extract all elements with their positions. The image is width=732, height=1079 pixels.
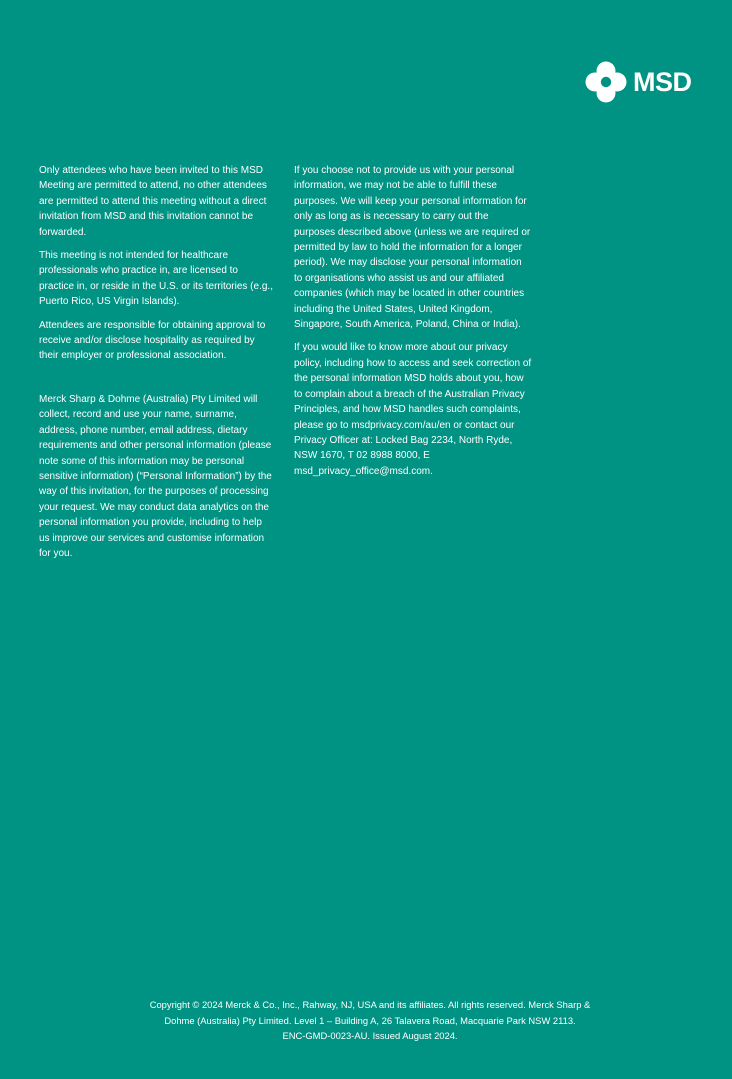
invitation-notice: Only attendees who have been invited to this MSD Meeting are permitted to attend, no other attendees are permitted to attend this meeting without a direct invitation from MSD and this invitation cannot be forwarded. (39, 165, 267, 238)
data-retention-notice: If you choose not to provide us with your personal information, we may not be able to fulfill these purposes. We will keep your personal information for only as long as is necessary to carry out the purposes described above (unless we are required or permitted by law to hold the information for a longer period). We may disclose your personal information to organisations who assist us and our affiliated companies (which may be located in other countries including the United States, United Kingdom, Singapore, South America, Poland, China or India). (294, 165, 531, 331)
footer-copyright: Copyright © 2024 Merck & Co., Inc., Rahway, NJ, USA and its affiliates. All rights reserved. Merck Sharp & (149, 999, 591, 1010)
personal-information-notice: Merck Sharp & Dohme (Australia) Pty Limited will collect, record and use your name, surname, address, phone number, email address, dietary requirements and other personal information (please note some of this information may be personal sensitive information) (“Personal Information”) by the way of this invitation, for the purposes of processing your request. We may conduct data analytics on the personal information you provide, including to help us improve our services and customise information for you. (39, 393, 272, 559)
footer (100, 997, 640, 1044)
msd-logo-icon (585, 61, 627, 103)
msd-logo (585, 61, 692, 103)
right-column (294, 163, 532, 487)
msd-logo-text: MSD (633, 67, 692, 97)
privacy-policy-notice: If you would like to know more about our privacy policy, including how to access and seek correction of the personal information MSD holds about you, how to complain about a breach of the Australian Privacy Principles, and how MSD handles such complaints, please go to msdprivacy.com/au/en or contact our Privacy Officer at: Locked Bag 2234, North Ryde, NSW 1670, T 02 8988 8000, E msd_privacy_office@msd.com. (294, 342, 532, 477)
left-column (39, 163, 273, 569)
footer-address: Dohme (Australia) Pty Limited. Level 1 – Building A, 26 Talavera Road, Macquarie Park NSW 2113. (164, 1014, 576, 1026)
us-hcp-notice: This meeting is not intended for healthcare professionals who practice in, are licensed to practice in, or reside in the U.S. or its territories (e.g., Puerto Rico, US Virgin Islands). (39, 250, 273, 308)
hospitality-notice: Attendees are responsible for obtaining approval to receive and/or disclose hospitality as required by their employer or professional association. (39, 319, 266, 362)
footer-document-code: ENC-GMD-0023-AU. Issued August 2024. (282, 1030, 458, 1042)
